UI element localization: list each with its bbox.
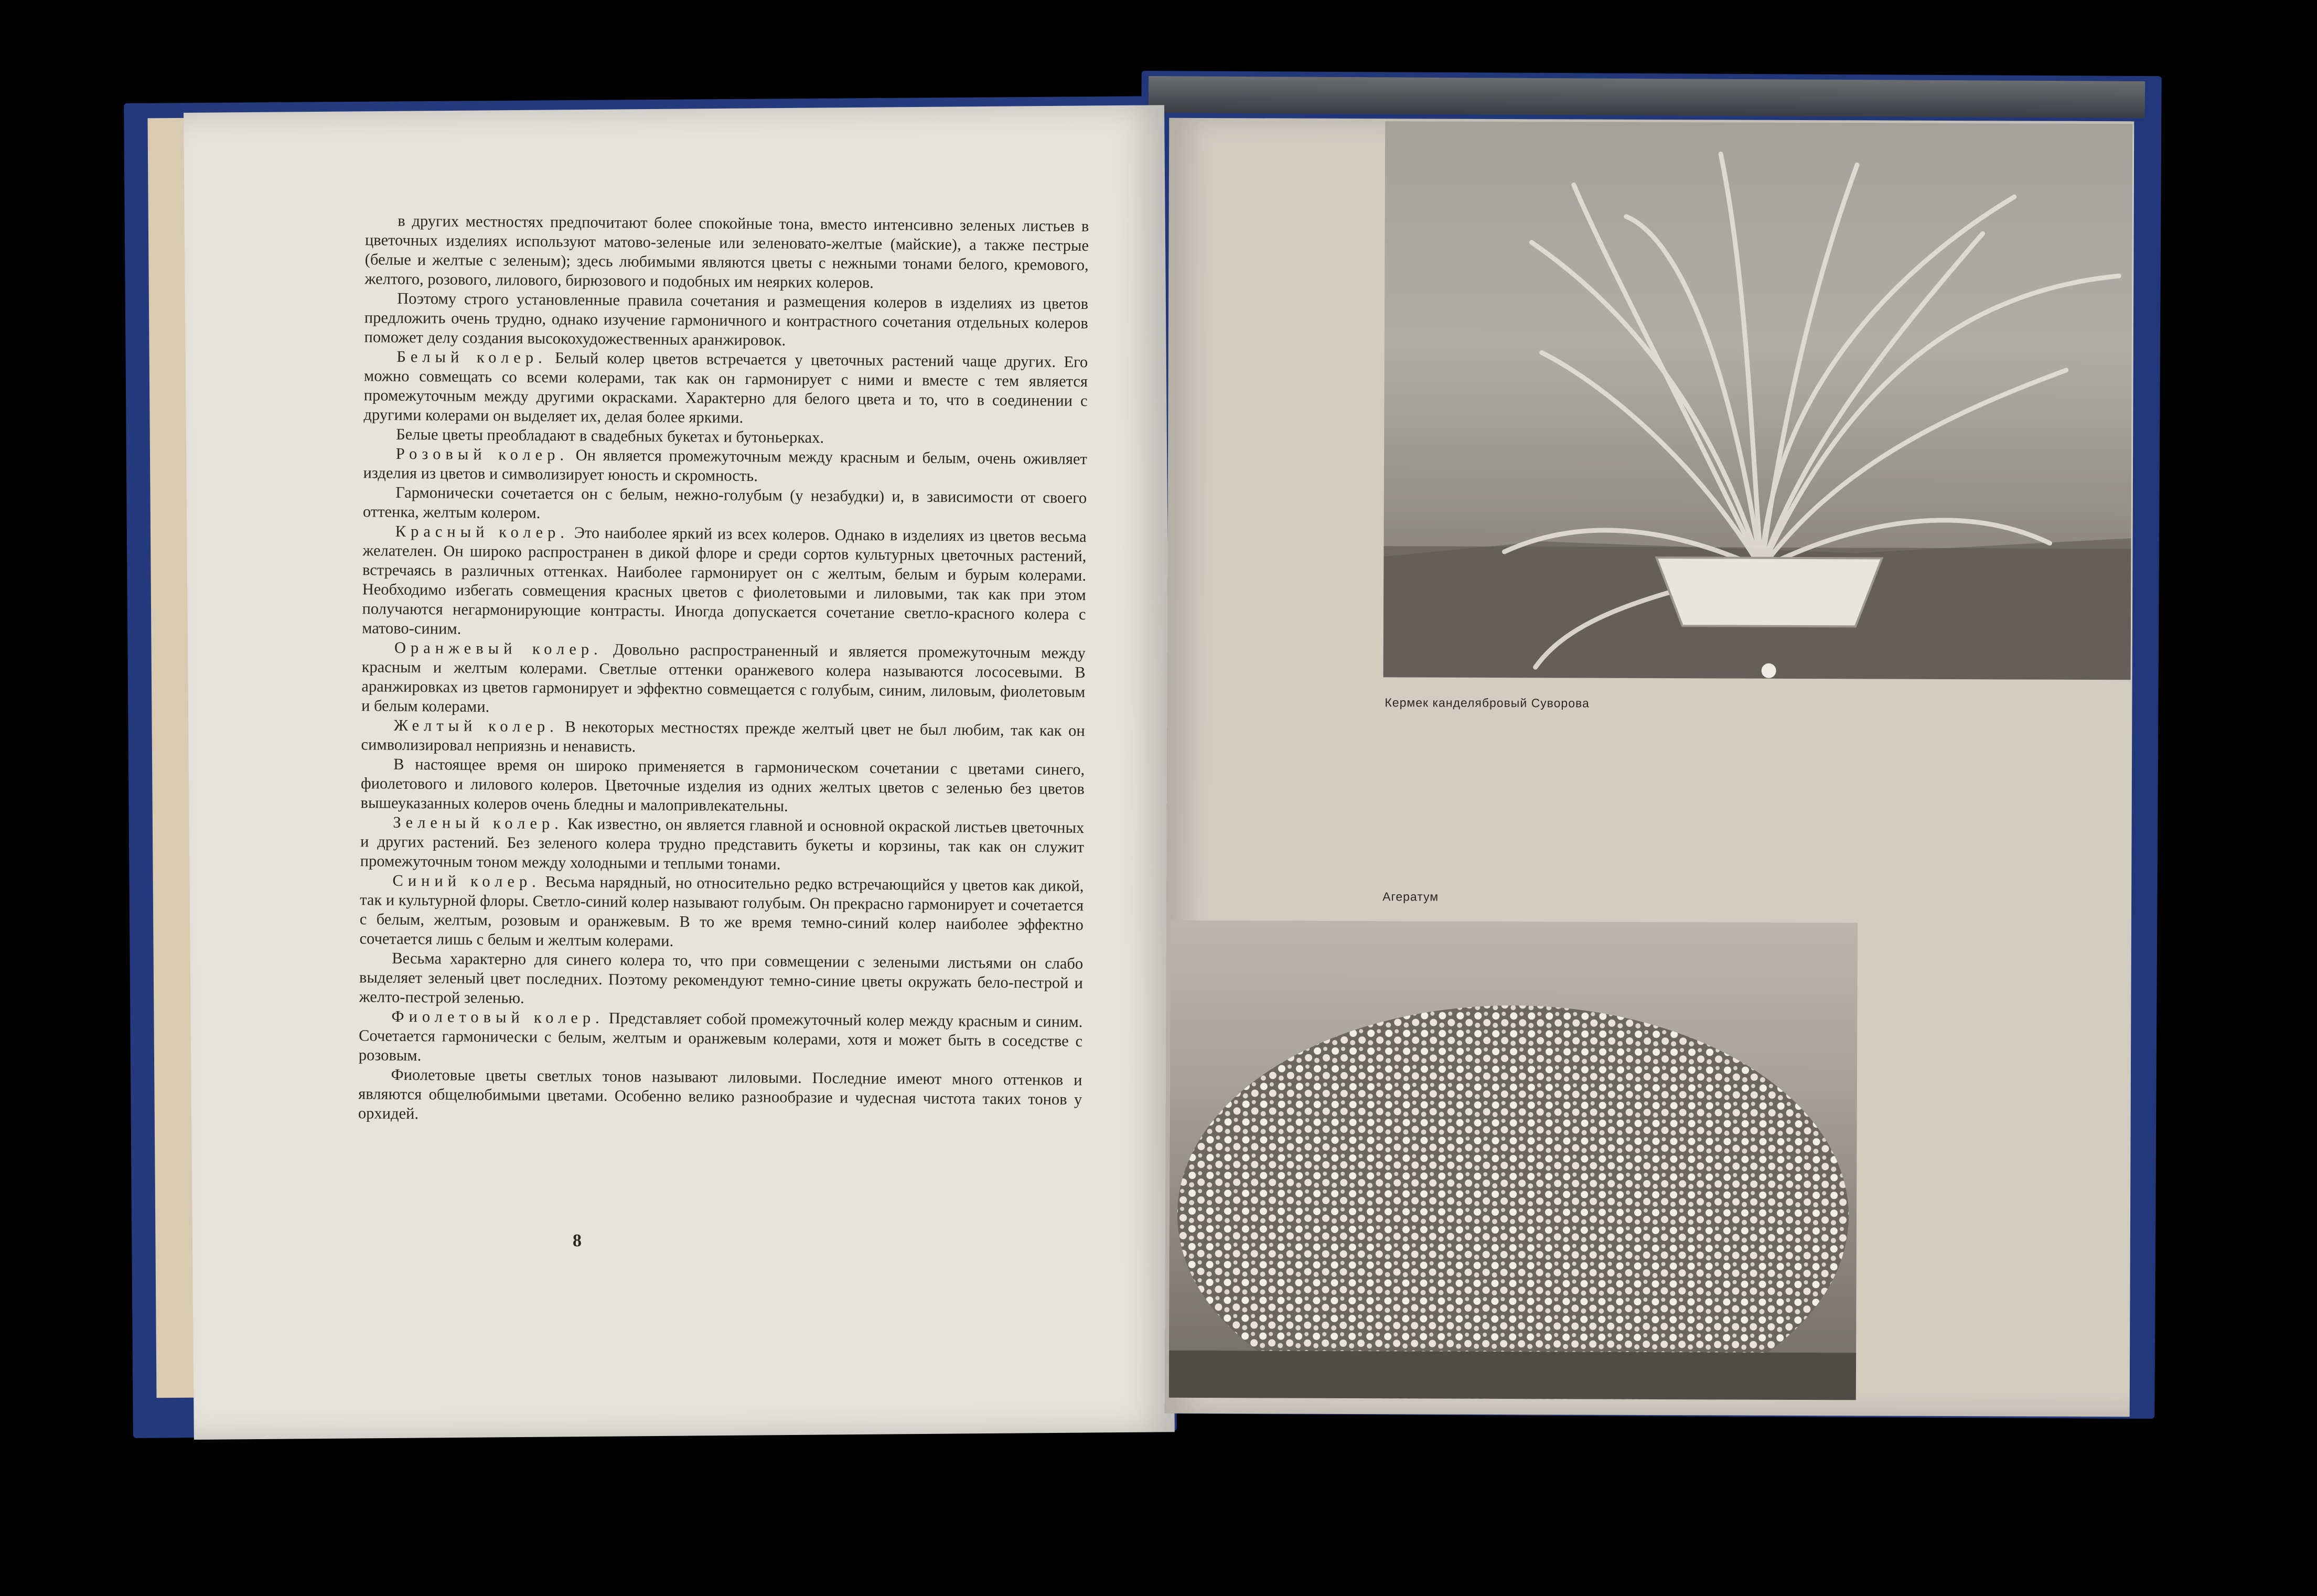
section-heading: Оранжевый колер.: [394, 638, 603, 658]
paragraph-text: В некоторых местностях прежде желтый цвет не был любим, так как он символизировал неприязнь и ненависть.: [361, 717, 1085, 756]
paragraph-text: Белые цветы преобладают в свадебных букетах и бутоньерках.: [396, 425, 824, 447]
paragraph-text: Гармонически сочетается он с белым, нежно-голубым (у незабудки) и, в зависимости от своего оттенка, желтым колером.: [362, 483, 1087, 522]
paragraph: [361, 638, 1086, 721]
paragraph-text: Он является промежуточным между красным и белым, очень оживляет изделия из цветов и символизирует юность и скромность.: [363, 446, 1087, 485]
section-heading: Зеленый колер.: [393, 813, 563, 833]
paragraph: [359, 1006, 1083, 1070]
section-heading: Синий колер.: [392, 871, 541, 891]
photo-ageratum: [1169, 920, 1858, 1400]
paragraph-text: Представляет собой промежуточный колер между красным и синим. Сочетается гармонически с белым, желтым и оранжевым колерами, хотя и может быть в соседстве с розовым.: [358, 1009, 1083, 1065]
paragraph: [359, 948, 1084, 1012]
section-heading: Розовый колер.: [395, 444, 569, 464]
paragraph: [361, 715, 1085, 760]
caption-limonium: Кермек канделябровый Суворова: [1385, 695, 1590, 710]
paragraph-text: Весьма нарядный, но относительно редко встречающийся у цветов как дикой, так и культурной флоры. Светло-синий колер называют голубым. Он прекрасно гармонирует и сочетается с белым, желтым, розовым и оранжевым. В то же время темно-синий колер наиболее эффектно сочетается лишь с белым и желтым колерами.: [359, 872, 1084, 950]
section-heading: Белый колер.: [396, 347, 547, 367]
ageratum-illustration: [1169, 920, 1858, 1400]
right-page: [1165, 118, 2134, 1417]
paragraph: [364, 211, 1089, 294]
page-number: 8: [572, 1231, 582, 1251]
section-heading: Желтый колер.: [393, 716, 559, 736]
paragraph: [362, 521, 1087, 644]
section-heading: Фиолетовый колер.: [391, 1007, 604, 1027]
paragraph-text: Довольно распространенный и является промежуточным между красным и желтым колерами. Светлые оттенки оранжевого колера называются лососевыми. В аранжировках из цветов гармонирует и эффектно совмещается с голубым, синим, лиловым, фиолетовым и белым колерами.: [361, 640, 1086, 716]
paragraph: [364, 288, 1088, 352]
page-stack-edge: [1149, 76, 2145, 118]
paragraph: [360, 812, 1085, 876]
paragraph: [363, 444, 1087, 488]
photo-limonium-arrangement: [1383, 121, 2133, 680]
paragraph: [359, 871, 1084, 954]
left-page: [184, 105, 1175, 1440]
paragraph-text: Как известно, он является главной и основной окраской листьев цветочных и других растений. Без зеленого колера трудно представить букеты и корзины, так как он служит промежуточным тоном между холодными и теплыми тонами.: [360, 815, 1085, 873]
paragraph-text: В настоящее время он широко применяется в гармоническом сочетании с цветами синего, фиолетового и лилового колеров. Цветочные изделия из одних желтых цветов с зеленью без цветов вышеуказанных колеров очень бледны и малопривлекательны.: [360, 755, 1085, 815]
paragraph: [358, 1065, 1082, 1129]
paragraph: [360, 754, 1085, 818]
paragraph-text: в других местностях предпочитают более спокойные тона, вместо интенсивно зеленых листьев в цветочных изделиях используют матово-зеленые или зеленовато-желтые (майские), а также пестрые (белые и желтые с зеленым); здесь любимыми являются цветы с нежными тонами белого, кремового, желтого, розового, лилового, бирюзового и подобных им неярких колеров.: [364, 211, 1089, 292]
paragraph-text: Весьма характерно для синего колера то, что при совмещении с зелеными листьями он слабо выделяет зеленый цвет последних. Поэтому рекомендуют темно-синие цветы окружать бело-пестрой и желто-пестрой зеленью.: [359, 949, 1084, 1007]
section-heading: Красный колер.: [395, 522, 570, 542]
paragraph-text: Фиолетовые цветы светлых тонов называют лиловыми. Последние имеют много оттенков и являются общелюбимыми цветами. Особенно велико разнообразие и чудесная чистота таких тонов у орхидей.: [358, 1065, 1082, 1123]
body-text: [358, 211, 1089, 1129]
paragraph-text: Поэтому строго установленные правила сочетания и размещения колеров в изделиях из цветов предложить очень трудно, однако изучение гармоничного и контрастного сочетания отдельных колеров поможет делу создания высокохудожественных аранжировок.: [364, 289, 1089, 349]
paragraph-text: Это наиболее яркий из всех колеров. Однако в изделиях из цветов весьма желателен. Он широко распространен в дикой флоре и среди сортов культурных цветочных растений, встречаясь в различных оттенках. Наиболее гармонирует он с желтым, белым и бурым колерами. Необходимо избегать совмещения красных цветов с фиолетовыми и лиловыми, так как при этом получаются негармонирующие контрасты. Иногда допускается сочетание светло-красного колера с матово-синим.: [362, 523, 1087, 638]
paragraph-text: Белый колер цветов встречается у цветочных растений чаще других. Его можно совмещать со всеми колерами, так как он гармонирует с ними и вместе с тем является промежуточным между другими окрасками. Характерно для белого цвета и то, что в соединении с другими колерами он выделяет их, делая более яркими.: [363, 349, 1088, 426]
limonium-arrangement-illustration: [1383, 121, 2133, 680]
paragraph: [363, 483, 1087, 527]
paragraph: [363, 347, 1088, 430]
caption-ageratum: Агератум: [1382, 890, 1439, 904]
